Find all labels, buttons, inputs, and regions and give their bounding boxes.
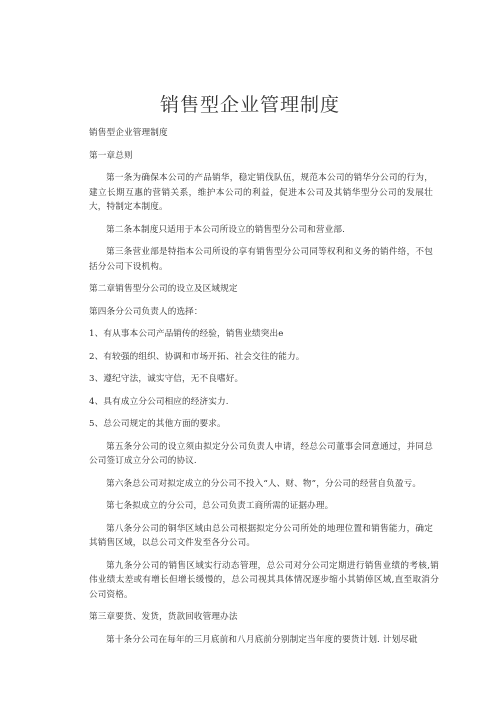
list-item: 5、总公司规定的其他方面的要求。 xyxy=(89,419,226,429)
doc-subtitle: 销售型企业管理制度 xyxy=(89,128,168,138)
paragraph: 第九条分公司的销售区域实行动态管理，总公司对分公司定期进行销售业绩的考核,销伟业绩太差或有增长但增长缓慢的，总公司视其具体情况逐步缩小其销倬区域,直至取消分公司资格。 xyxy=(89,560,439,600)
chapter-heading: 第二章销售型分公司的设立及区域规定 xyxy=(89,284,238,294)
list-item: 2、有较强的组织、协调和市场开拓、社会交往的能力。 xyxy=(89,351,305,362)
paragraph: 第八条分公司的铜华区域由总公司根据拟定分公司所处的地理位置和销售能力，确定其销售区域，以总公司文件发至各分公司。 xyxy=(89,523,433,548)
paragraph: 第五条分公司的设立须由拟定分公司负责人申请，经总公司董事会同意通过，并同总公司签订成立分公司的协议. xyxy=(89,441,433,466)
paragraph: 第三条营业部是特指本公司所设的享有销售型分公司同等权利和义务的销件络，不包括分公司下设机构。 xyxy=(89,247,433,272)
paragraph: 第六条总公司对拟定成立的分公司不投入“人、财、物”，分公司的经营自负盈亏。 xyxy=(106,478,422,489)
page-title: 销售型企业管理制度 xyxy=(159,94,340,116)
paragraph: 第七条拟成立的分公司，总公司负责工商所需的证据办理。 xyxy=(106,501,334,511)
paragraph: 第十条分公司在每年的三月底前和八月底前分别制定当年度的要货计划. 计划尽砒 xyxy=(106,634,418,645)
list-item: 1、有从事本公司产品销传的经验，销售业绩突出e xyxy=(89,329,284,339)
paragraph: 第四条分公司负责人的选择： xyxy=(89,306,203,317)
list-item: 4、具有成立分公司相应的经济实力. xyxy=(89,396,229,407)
chapter-heading: 第三章要货、发货，货款回收管理办法 xyxy=(89,612,238,622)
list-item: 3、遵纪守法，诚实守信，无不良嗜好。 xyxy=(89,374,244,384)
document-body xyxy=(89,126,439,655)
paragraph: 第二条本制度只适用于本公司所设立的销售型分公司和营业部. xyxy=(106,224,345,235)
chapter-heading: 第一章总则 xyxy=(89,150,133,161)
paragraph: 第一条为确保本公司的产品销华，稳定销伐队伍，规范本公司的销华分公司的行为，建立长期互惠的营销关系，维护本公司的利益，促进本公司及其销华型分公司的发展壮大，特制定本制度。 xyxy=(89,173,433,212)
